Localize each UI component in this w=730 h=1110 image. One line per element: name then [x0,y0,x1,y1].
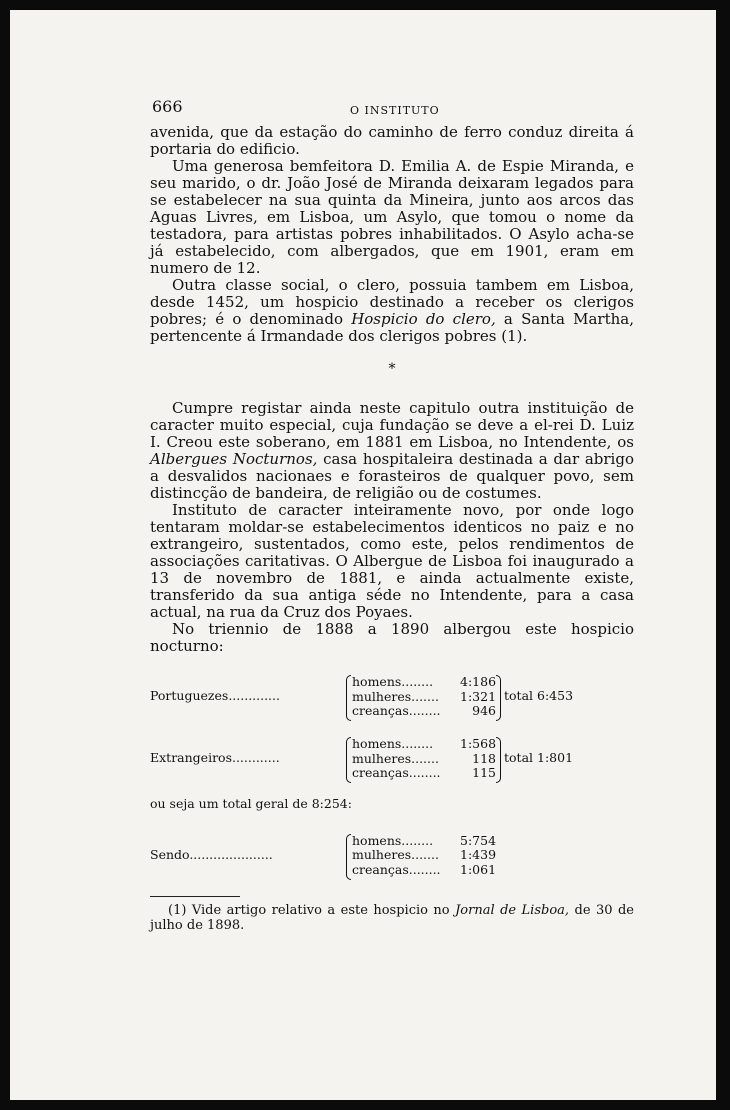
group-label: Portuguezes............. [150,688,280,703]
row-value: 1:568 [460,736,497,751]
row-label: mulheres....... [352,847,439,862]
row-value: 1:321 [460,688,497,704]
footnote-italic: Jornal de Lisboa, [455,902,570,918]
row-value: 1:439 [460,847,497,862]
footnote-text-a: (1) Vide artigo relativo a este hospicio no [168,902,456,918]
brace-close [496,737,501,783]
group-portuguezes [150,675,634,721]
row-label: homens........ [352,674,434,689]
row-label: homens........ [352,736,434,751]
table-row [352,690,496,705]
row-value: 118 [472,750,496,766]
brace-open [346,675,351,721]
group-rows [352,675,496,719]
row-value: 5:754 [460,832,497,848]
section-asterisk: * [388,361,396,377]
page-number: 666 [152,97,183,116]
paragraph-3 [150,277,634,345]
row-value: 1:061 [460,861,497,877]
row-value: 946 [472,703,496,718]
paragraph-5: Instituto de caracter inteiramente novo, por onde logo tentaram moldar-se estabelecimentos identicos no paiz e no extrangeiro, sustentados, como este, pelos rendimentos de associações caritativas. O Albergue de Lisboa foi inaugurado a 13 de novembro de 1881, e ainda actualmente existe, transferido da sua antiga séde no Intendente, para a casa actual, na rua da Cruz dos Poyaes. [150,501,634,621]
brace-close [496,675,501,721]
footnote-rule [150,896,240,897]
row-label: mulheres....... [352,750,439,766]
running-title: O INSTITUTO [350,104,440,117]
group-label: Sendo..................... [150,846,273,862]
footnote [150,903,634,933]
brace-open [346,834,351,880]
group-total: total 1:801 [504,750,574,765]
paragraph-1: avenida, que da estação do caminho de ferro conduz direita á portaria do edificio. [150,123,634,158]
row-label: creanças........ [352,861,441,877]
row-label: mulheres....... [352,688,439,704]
group-sendo [150,834,634,880]
footnote-text-b: de 30 de julho de 1898. [150,902,634,933]
table-row [352,704,496,719]
page-content [150,92,634,933]
paragraph-4 [150,400,634,502]
row-value: 4:186 [460,674,497,689]
table-row [352,752,496,767]
row-label: creanças........ [352,703,441,718]
row-label: homens........ [352,832,434,848]
paragraph-3-text-b: a Santa Martha, pertencente á Irmandade dos clerigos pobres (1). [150,310,634,345]
paragraph-4-text-a: Cumpre registar ainda neste capitulo outra instituição de caracter muito especial, cuja fundação se deve a el-rei D. Luiz I. Creou este soberano, em 1881 em Lisboa, no Intendente, os [150,399,634,451]
row-label: creanças........ [352,765,441,780]
brace-open [346,737,351,783]
table-row [352,834,496,849]
paragraph-2: Uma generosa bemfeitora D. Emilia A. de Espie Miranda, e seu marido, o dr. João José de Miranda deixaram legados para se estabelecer na sua quinta da Mineira, junto aos arcos das Aguas Livres, em Lisboa, um Asylo, que tomou o nome da testadora, para artistas pobres inhabilitados. O Asylo acha-se já estabelecido, com albergados, que em 1901, eram em numero de 12. [150,157,634,277]
page-header [150,92,634,116]
row-value: 115 [472,765,496,780]
table-row [352,863,496,878]
paragraph-3-italic: Hospicio do clero, [351,310,496,328]
paragraph-3-text-a: Outra classe social, o clero, possuia tambem em Lisboa, desde 1452, um hospicio destinado a receber os clerigos pobres; é o denominado [150,276,634,328]
table-row [352,766,496,781]
summary-line: ou seja um total geral de 8:254: [150,796,352,811]
group-total: total 6:453 [504,688,574,703]
group-extrangeiros [150,737,634,783]
table-row [352,675,496,690]
statistics-table [150,675,634,880]
book-page [10,10,716,1100]
group-rows [352,834,496,878]
group-rows [352,737,496,781]
table-row [352,848,496,863]
paragraph-4-text-b: casa hospitaleira destinada a dar abrigo a desvalidos nacionaes e forasteiros de qualquer povo, sem distincção de bandeira, de religião ou de costumes. [150,450,634,502]
paragraph-6: No triennio de 1888 a 1890 albergou este hospicio nocturno: [150,620,634,655]
paragraph-4-italic: Albergues Nocturnos, [150,450,318,468]
group-label: Extrangeiros............ [150,750,280,765]
table-row [352,737,496,752]
